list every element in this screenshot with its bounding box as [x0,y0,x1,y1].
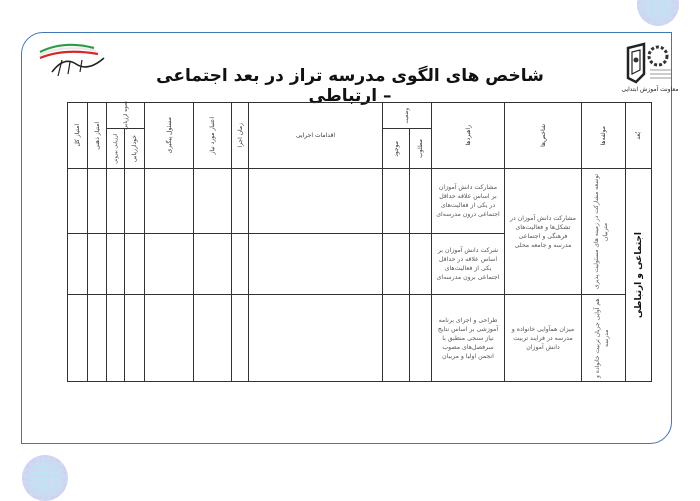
flag-swoosh-icon [34,38,114,78]
indicator-cell-1: مشارکت دانش آموزان در تشکل‌ها و فعالیت‌های فرهنگی و اجتماعی مدرسه و جامعه محلی [504,168,582,295]
cell-time-r3[interactable] [231,294,249,382]
cell-qual-score-r2[interactable] [87,233,107,295]
indicator-cell-2: میزان همآوایی خانواده و مدرسه در فرایند تربیت دانش آموزان [504,294,582,382]
ministry-logo [620,38,680,100]
dimension-cell: اجتماعی و ارتباطی [625,168,652,382]
conference-logo [34,38,114,78]
header-components: مولفه‌ها [581,102,626,169]
cell-time-r2[interactable] [231,233,249,295]
header-responsible: مسئول پیگیری [144,102,194,169]
cell-required-r3[interactable] [409,294,432,382]
decorative-ornament-bottom [22,455,68,501]
cell-budget-r2[interactable] [193,233,232,295]
header-total-score: امتیاز کل [67,102,88,169]
component-cell-1: توسعه مشارکت در زمینه های مسئولیت پذیری متربیان [581,168,626,295]
header-status-required: مطلوب [409,128,432,169]
logo-caption: معاونت آموزش ابتدایی [621,86,679,93]
cell-budget-r3[interactable] [193,294,232,382]
header-status-existing: موجود [382,128,410,169]
cell-required-r1[interactable] [409,168,432,234]
cell-external-eval-r2[interactable] [106,233,125,295]
cell-qual-score-r3[interactable] [87,294,107,382]
header-dimension: بُعد [625,102,652,169]
cell-actions-r3[interactable] [248,294,383,382]
cell-total-score-r1[interactable] [67,168,88,234]
header-external-evaluation: ارزیابی بیرونی [106,128,125,169]
component-cell-2: هم آوایی جریان تربیت خانواده و مدرسه [581,294,626,382]
header-budget: اعتبار مورد نیاز [193,102,232,169]
cell-external-eval-r1[interactable] [106,168,125,234]
cell-time-r1[interactable] [231,168,249,234]
cell-responsible-r2[interactable] [144,233,194,295]
cell-total-score-r2[interactable] [67,233,88,295]
header-evaluation-method: نحوه ارزیابی [106,102,145,129]
guideline-cell-2: شرکت دانش آموزان بر اساس علاقه در حداقل یکی از فعالیت‌های اجتماعی برون مدرسه‌ای [431,233,505,295]
header-status: وضعیت [382,102,432,129]
cell-existing-r1[interactable] [382,168,410,234]
cell-actions-r2[interactable] [248,233,383,295]
page-title: شاخص های الگوی مدرسه تراز در بعد اجتماعی – ارتباطی [156,66,544,106]
cell-qual-score-r1[interactable] [87,168,107,234]
cell-existing-r2[interactable] [382,233,410,295]
header-indicators: شاخص‌ها [504,102,582,169]
cell-self-eval-r1[interactable] [124,168,145,234]
header-self-evaluation: خودارزیابی [124,128,145,169]
cell-external-eval-r3[interactable] [106,294,125,382]
header-guidelines: راهبردها [431,102,505,169]
guideline-cell-1: مشارکت دانش آموزان بر اساس علاقه حداقل در یکی از فعالیت‌های اجتماعی درون مدرسه‌ای [431,168,505,234]
cell-responsible-r1[interactable] [144,168,194,234]
cell-actions-r1[interactable] [248,168,383,234]
cell-total-score-r3[interactable] [67,294,88,382]
cell-self-eval-r2[interactable] [124,233,145,295]
cell-required-r2[interactable] [409,233,432,295]
decorative-ornament-top [637,0,679,26]
header-actions: اقدامات اجرایی [248,102,383,169]
guideline-cell-3: طراحی و اجرای برنامه آموزشی بر اساس نتایج نیاز سنجی منطبق با سرفصل‌های مصوب انجمن اولیا و مربیان [431,294,505,382]
header-qualitative-score: امتیاز ذهنی [87,102,107,169]
cell-responsible-r3[interactable] [144,294,194,382]
cell-self-eval-r3[interactable] [124,294,145,382]
cell-budget-r1[interactable] [193,168,232,234]
header-time: زمان اجرا [231,102,249,169]
cell-existing-r3[interactable] [382,294,410,382]
